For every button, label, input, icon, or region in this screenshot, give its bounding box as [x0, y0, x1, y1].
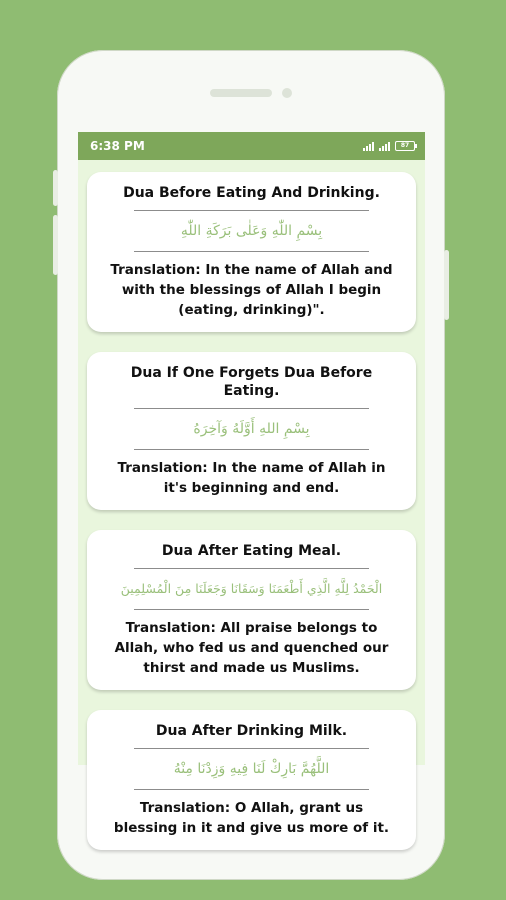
- app-screen: [78, 132, 425, 836]
- dua-translation: Translation: All praise belongs to Allah, who fed us and quenched our thirst and made us Muslims.: [114, 620, 389, 676]
- dua-list[interactable]: [78, 160, 425, 850]
- phone-volume-button: [53, 215, 58, 275]
- phone-camera: [282, 88, 292, 98]
- dua-arabic-text: بِسْمِ اللّٰهِ وَعَلٰى بَرَكَةِ اللّٰهِ: [180, 223, 323, 239]
- dua-card[interactable]: [87, 710, 416, 850]
- dua-title: Dua After Drinking Milk.: [155, 723, 348, 739]
- divider: [134, 568, 369, 569]
- dua-translation: Translation: In the name of Allah in it's beginning and end.: [117, 460, 386, 496]
- divider: [134, 210, 369, 211]
- dua-card[interactable]: [87, 352, 416, 510]
- phone-power-button: [444, 250, 449, 320]
- dua-arabic-text: اللَّهُمَّ بَارِكْ لَنَا فِيهِ وَزِدْنَا مِنْهُ: [173, 761, 330, 777]
- battery-icon: 87: [395, 141, 415, 151]
- divider: [134, 449, 369, 450]
- dua-translation: Translation: In the name of Allah and with the blessings of Allah I begin (eating, drinking)".: [110, 262, 393, 318]
- status-icons: [363, 141, 415, 151]
- signal-icon: [363, 141, 374, 151]
- dua-arabic-text: الْحَمْدُ لِلَّهِ الَّذِي أَطْعَمَنَا وَسَقَانَا وَجَعَلَنَا مِنَ الْمُسْلِمِينَ: [120, 581, 383, 596]
- dua-arabic-text: بِسْمِ اللهِ أَوَّلَهُ وَآخِرَهُ: [193, 421, 310, 437]
- dua-title: Dua If One Forgets Dua Before Eating.: [130, 365, 373, 399]
- divider: [134, 748, 369, 749]
- dua-card[interactable]: [87, 172, 416, 332]
- dua-card[interactable]: [87, 530, 416, 690]
- divider: [134, 408, 369, 409]
- signal-icon-2: [379, 141, 390, 151]
- dua-title: Dua Before Eating And Drinking.: [123, 185, 380, 201]
- divider: [134, 251, 369, 252]
- divider: [134, 789, 369, 790]
- divider: [134, 609, 369, 610]
- status-bar: [78, 132, 425, 160]
- dua-title: Dua After Eating Meal.: [161, 543, 342, 559]
- phone-speaker: [210, 89, 272, 97]
- dua-translation: Translation: O Allah, grant us blessing in it and give us more of it.: [113, 800, 390, 836]
- status-time: 6:38 PM: [90, 139, 145, 153]
- phone-side-button: [53, 170, 58, 206]
